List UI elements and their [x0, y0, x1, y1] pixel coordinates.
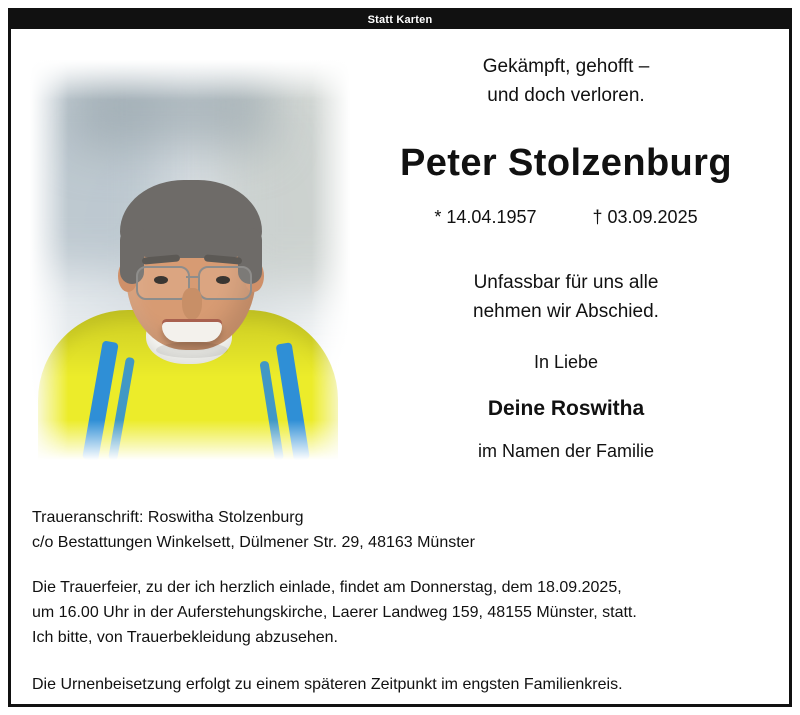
intro-text	[360, 52, 772, 110]
statt-karten-banner	[11, 11, 789, 29]
ceremony-line-1: Die Trauerfeier, zu der ich herzlich einlade, findet am Donnerstag, dem 18.09.2025,	[32, 579, 622, 596]
photo-background-blur-top	[70, 60, 270, 150]
eye-left	[154, 276, 168, 284]
urn-burial-note: Die Urnenbeisetzung erfolgt zu einem späteren Zeitpunkt im engsten Familienkreis.	[32, 676, 623, 693]
address-line-1: Traueranschrift: Roswitha Stolzenburg	[32, 509, 304, 526]
life-dates	[360, 207, 772, 228]
death-date: † 03.09.2025	[592, 207, 698, 227]
glasses-bridge	[186, 276, 198, 278]
chin-shadow	[156, 342, 228, 358]
family-note: im Namen der Familie	[477, 441, 655, 461]
intro-line-2: und doch verloren.	[487, 85, 645, 106]
banner-label: Statt Karten	[367, 14, 433, 26]
mourning-address	[32, 505, 768, 555]
footer-details	[32, 505, 768, 697]
obituary-text-column	[360, 52, 772, 462]
ceremony-line-2: um 16.00 Uhr in der Auferstehungskirche, Laerer Landweg 159, 48155 Münster, statt.	[32, 604, 637, 621]
farewell-line-1: Unfassbar für uns alle	[473, 272, 659, 293]
address-line-2: c/o Bestattungen Winkelsett, Dülmener Str. 29, 48163 Münster	[32, 534, 475, 551]
nose	[182, 288, 202, 320]
ceremony-details	[32, 575, 768, 650]
farewell-line-2: nehmen wir Abschied.	[473, 301, 659, 322]
portrait-photo-canvas	[30, 60, 350, 460]
eye-right	[216, 276, 230, 284]
signature-name: Deine Roswitha	[487, 397, 645, 420]
portrait-photo	[30, 60, 350, 460]
farewell-message	[360, 268, 772, 326]
in-love-text: In Liebe	[533, 352, 599, 372]
intro-line-1: Gekämpft, gehofft –	[482, 56, 650, 77]
smiling-mouth	[162, 322, 222, 342]
deceased-name: Peter Stolzenburg	[400, 142, 732, 184]
birth-date: * 14.04.1957	[434, 207, 537, 227]
ceremony-line-3: Ich bitte, von Trauerbekleidung abzusehen.	[32, 629, 338, 646]
